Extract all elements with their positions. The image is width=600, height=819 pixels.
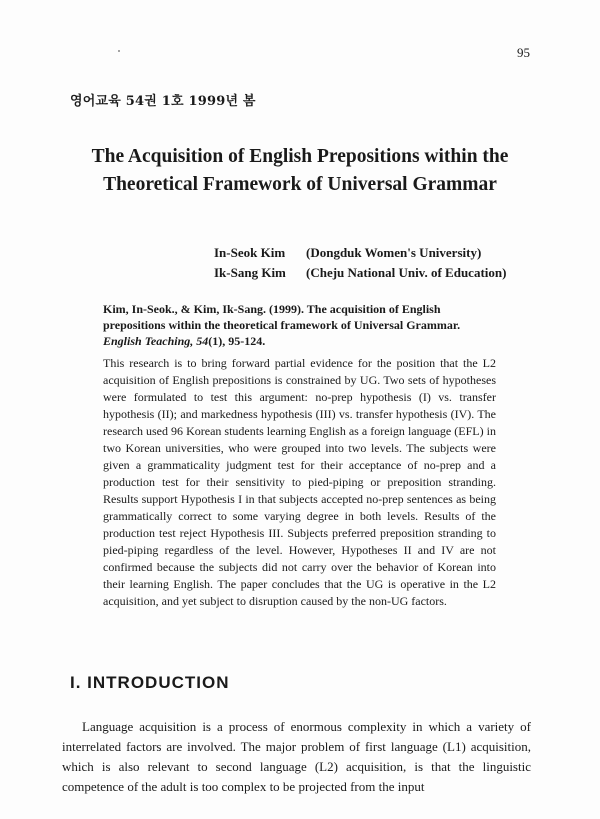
citation-journal: English Teaching, 54 — [103, 334, 209, 348]
page-number: 95 — [517, 45, 530, 60]
author-name: In-Seok Kim — [214, 245, 286, 260]
paper-title — [30, 143, 570, 199]
citation-tail: (1), 95-124. — [208, 334, 266, 348]
journal-header: 영어교육 54권 1호 1999년 봄 — [70, 94, 256, 109]
author-row — [214, 243, 506, 263]
citation — [103, 301, 499, 349]
body-paragraph: Language acquisition is a process of enormous complexity in which a variety of interrelated factors are involved. The major problem of first language (L1) acquisition, which is also relevant to second language (L2) acquisition, is that the linguistic competence of the adult is too complex to be projected from the input — [62, 719, 531, 794]
author-name: Ik-Sang Kim — [214, 265, 286, 280]
section-heading: I. INTRODUCTION — [70, 673, 230, 692]
title-line: Theoretical Framework of Universal Grammar — [103, 174, 497, 195]
author-row — [214, 263, 506, 283]
author-affiliation: (Cheju National Univ. of Education) — [306, 265, 507, 280]
scan-speck — [118, 50, 120, 52]
citation-lead: Kim, In-Seok., & Kim, Ik-Sang. (1999). The acquisition of English prepositions within the theoretical framework of Universal Grammar. — [103, 302, 461, 332]
author-affiliation: (Dongduk Women's University) — [306, 245, 482, 260]
abstract: This research is to bring forward partial evidence for the position that the L2 acquisition of English prepositions is constrained by UG. Two sets of hypotheses were formulated to test this argument: no-prep hypothesis (I) vs. transfer hypothesis (II); and markedness hypothesis (III) vs. transfer hypothesis (IV). The research used 96 Korean students learning English as a foreign language (EFL) in two Korean universities, who were grouped into two levels. The subjects were given a grammaticality judgment test for their acceptance of no-prep and a production test for their sensitivity to pied-piping or preposition stranding. Results support Hypothesis I in that subjects accepted no-prep sentences as being grammatically correct to some varying degree in both levels. Results of the production test reject Hypothesis III. Subjects preferred preposition stranding to pied-piping regardless of the level. However, Hypotheses II and IV are not confirmed because the subjects did not carry over the behavior of Korean into their learning English. The paper concludes that the UG is operative in the L2 acquisition, and yet subject to disruption caused by the non-UG factors. — [103, 356, 496, 608]
author-block — [214, 243, 506, 283]
title-line: The Acquisition of English Prepositions within the — [91, 146, 509, 167]
